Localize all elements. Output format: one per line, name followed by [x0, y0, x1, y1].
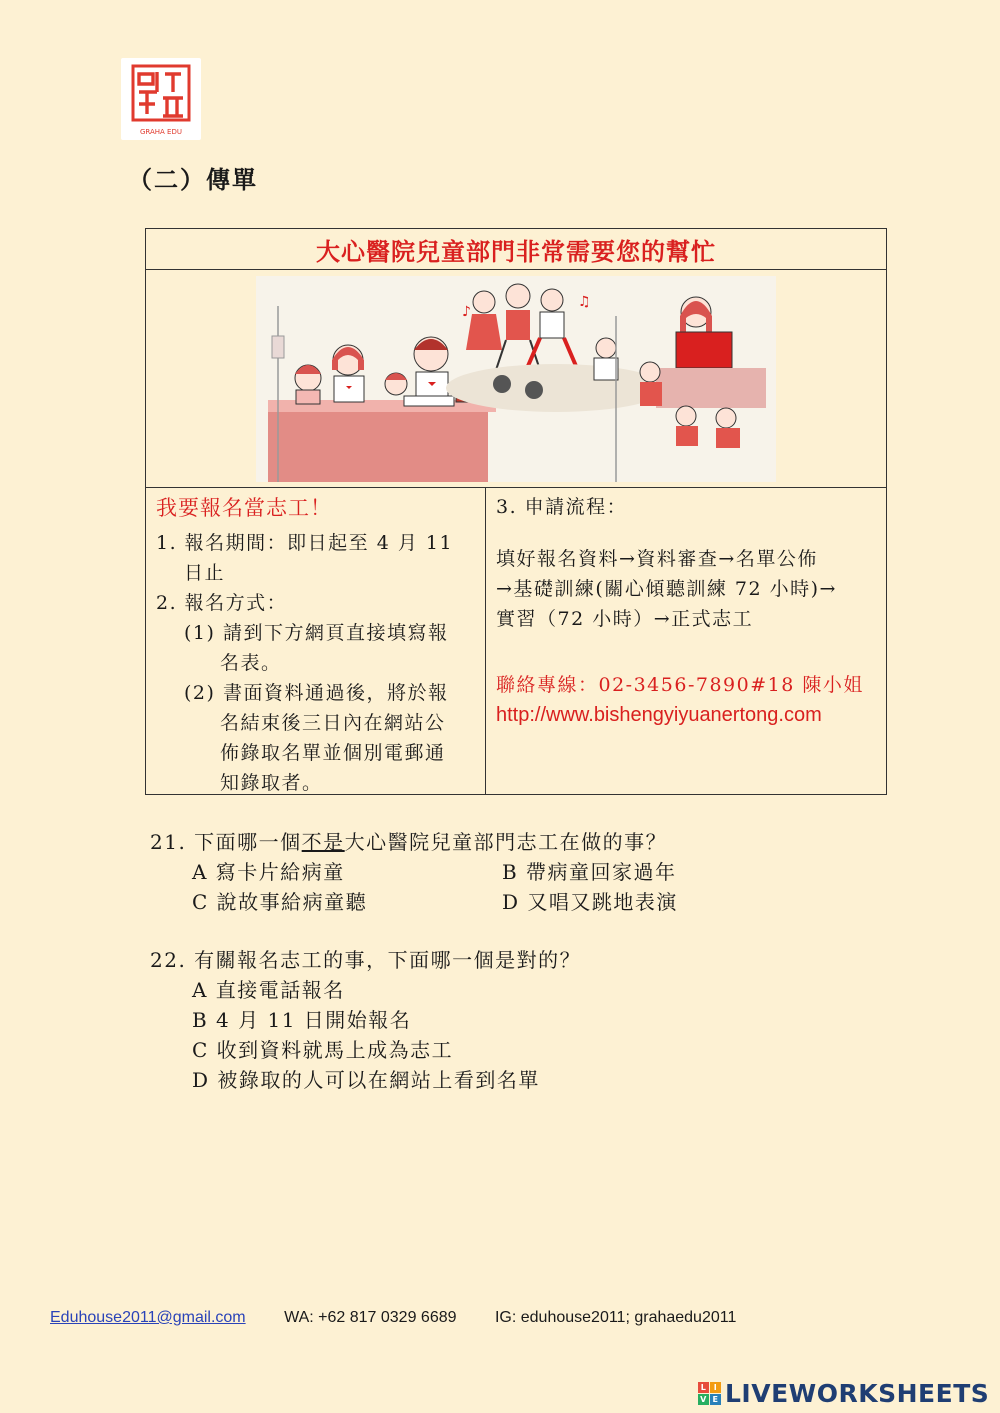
option-a[interactable]: A 直接電話報名	[192, 978, 345, 1002]
badge-letter: I	[710, 1382, 721, 1393]
option-d[interactable]: D 又唱又跳地表演	[502, 890, 678, 914]
option-b[interactable]: B 帶病童回家過年	[502, 860, 677, 884]
logo-seal-icon	[121, 58, 201, 140]
svg-text:♫: ♫	[578, 294, 591, 310]
flyer	[145, 228, 887, 795]
process-step-line: 填好報名資料→資料審查→名單公佈	[496, 548, 818, 570]
signup-column	[146, 488, 486, 795]
option-c[interactable]: C 收到資料就馬上成為志工	[192, 1038, 454, 1062]
liveworksheets-brand	[698, 1378, 989, 1408]
method-title: 2. 報名方式：	[156, 592, 288, 614]
flyer-headline: 大心醫院兒童部門非常需要您的幫忙	[146, 229, 886, 270]
instagram-info: IG: eduhouse2011; grahaedu2011	[494, 1309, 737, 1326]
liveworksheets-badge-icon	[698, 1382, 721, 1405]
svg-text:♪: ♪	[462, 304, 471, 320]
process-title: 3. 申請流程：	[496, 496, 628, 518]
period-line: 1. 報名期間：即日起至 4 月 11	[156, 532, 454, 554]
process-step-line: 實習（72 小時）→正式志工	[496, 608, 754, 630]
method-2-cont: 知錄取者。	[220, 772, 323, 794]
whatsapp-info: WA: +62 817 0329 6689	[284, 1309, 457, 1326]
website-link[interactable]: http://www.bishengyiyuanertong.com	[496, 704, 822, 726]
method-1-cont: 名表。	[220, 652, 282, 674]
liveworksheets-name: LIVEWORKSHEETS	[725, 1378, 990, 1408]
volunteers-illustration-icon	[256, 276, 776, 482]
period-line-cont: 日止	[184, 562, 226, 584]
method-1: (1) 請到下方網頁直接填寫報	[184, 622, 449, 644]
footer	[50, 1309, 770, 1327]
email-link[interactable]: Eduhouse2011@gmail.com	[50, 1309, 246, 1326]
method-2: (2) 書面資料通過後，將於報	[184, 682, 449, 704]
method-2-cont: 名結束後三日內在網站公	[220, 712, 446, 734]
graha-edu-logo	[121, 58, 201, 140]
method-2-cont: 佈錄取名單並個別電郵通	[220, 742, 446, 764]
question-emphasis: 不是	[301, 830, 345, 854]
badge-letter: L	[698, 1382, 709, 1393]
contact-line: 聯絡專線：02-3456-7890#18 陳小姐	[496, 674, 864, 696]
question-stem: 22. 有關報名志工的事，下面哪一個是對的？	[150, 948, 582, 972]
flyer-illustration	[146, 270, 886, 488]
option-a[interactable]: A 寫卡片給病童	[192, 860, 345, 884]
question-22	[150, 945, 581, 1095]
process-column	[486, 488, 886, 795]
badge-letter: E	[710, 1394, 721, 1405]
process-step-line: →基礎訓練(關心傾聽訓練 72 小時)→	[496, 578, 837, 600]
badge-letter: V	[698, 1394, 709, 1405]
option-d[interactable]: D 被錄取的人可以在網站上看到名單	[192, 1068, 540, 1092]
option-b[interactable]: B 4 月 11 日開始報名	[192, 1008, 412, 1032]
question-21	[150, 827, 678, 917]
option-c[interactable]: C 說故事給病童聽	[192, 890, 368, 914]
question-stem-end: 大心醫院兒童部門志工在做的事？	[344, 830, 668, 854]
question-stem: 21. 下面哪一個	[150, 830, 302, 854]
signup-title: 我要報名當志工！	[156, 496, 332, 520]
section-title: （二）傳單	[128, 165, 258, 194]
logo-caption: GRAHA EDU	[139, 128, 183, 136]
